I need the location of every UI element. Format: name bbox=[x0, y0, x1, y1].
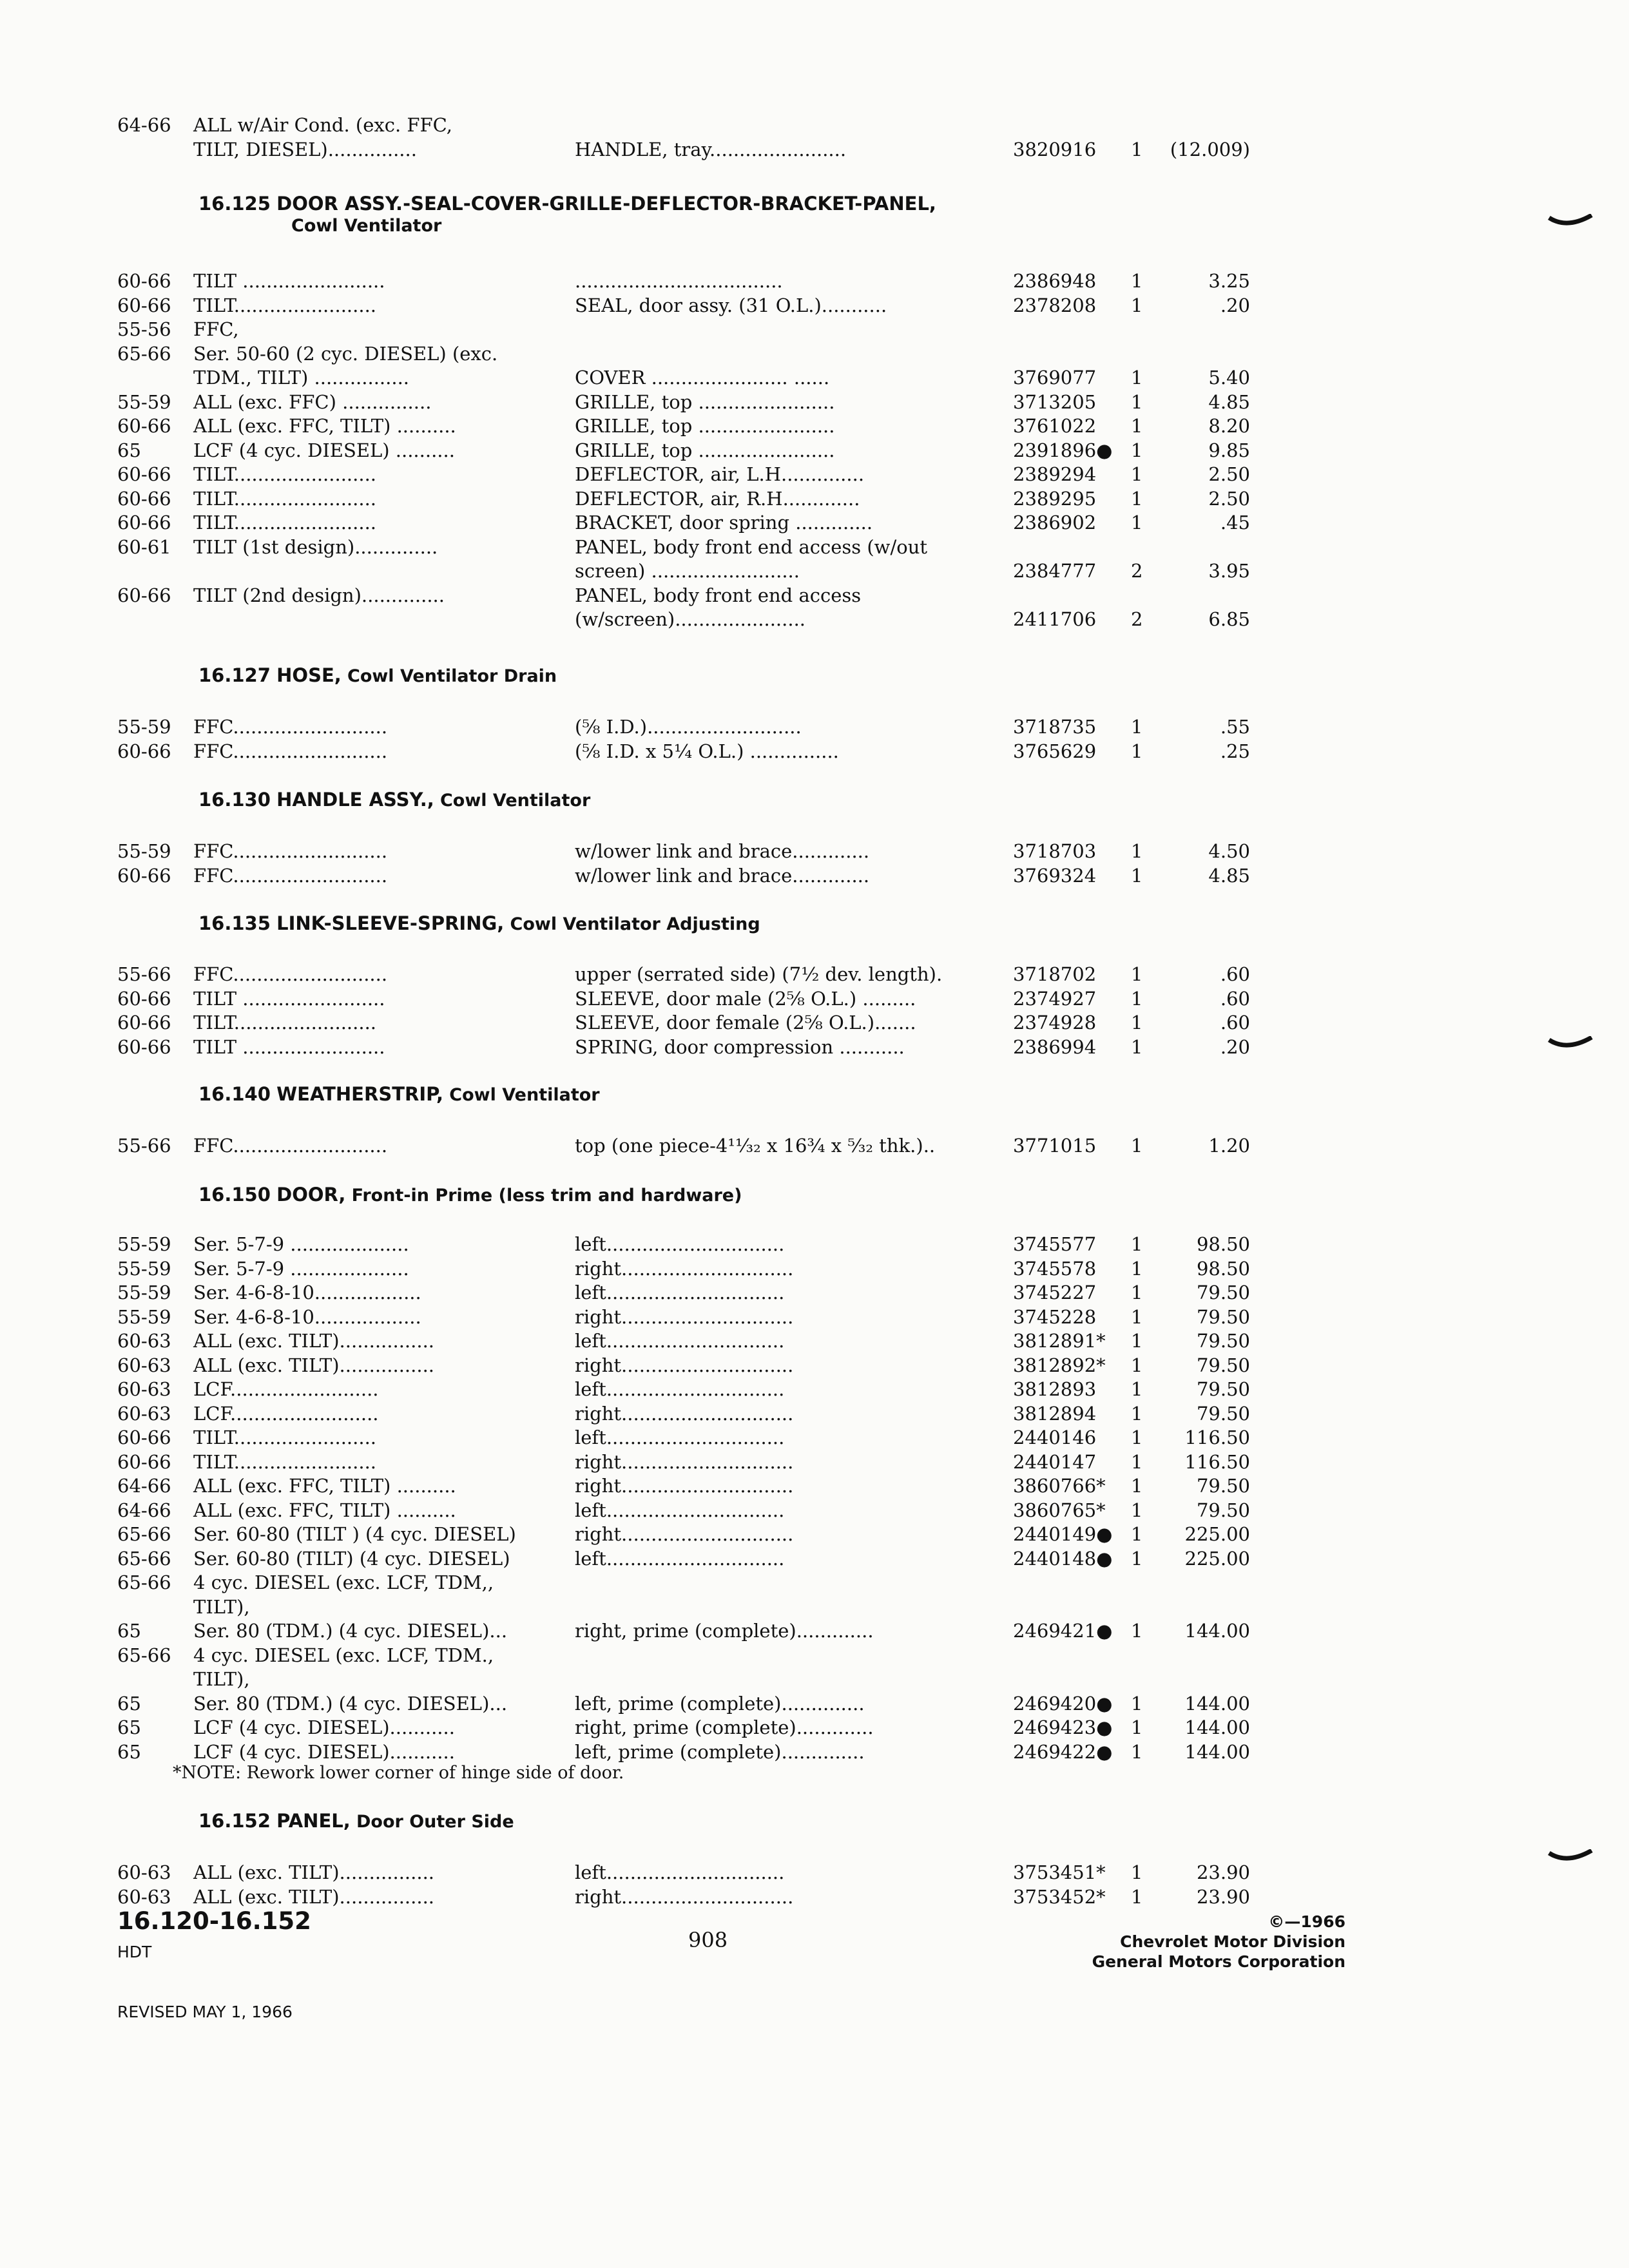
cell-desc: right............................. bbox=[575, 1257, 794, 1280]
cell-desc: HANDLE, tray....................... bbox=[575, 138, 847, 160]
section-title: WEATHERSTRIP, bbox=[276, 1083, 444, 1105]
cell-yr: 64-66 bbox=[117, 1475, 171, 1497]
cell-qty: 2 bbox=[1131, 608, 1143, 630]
cell-qty: 1 bbox=[1131, 1450, 1143, 1473]
cell-yr: 60-66 bbox=[117, 740, 171, 762]
cell-model: TILT ........................ bbox=[193, 987, 385, 1010]
cell-qty: 1 bbox=[1131, 1035, 1143, 1058]
cell-model: FFC.......................... bbox=[193, 740, 388, 762]
cell-yr: 55-56 bbox=[117, 318, 171, 340]
cell-model: LCF (4 cyc. DIESEL)........... bbox=[193, 1740, 455, 1763]
section-number: 16.135 bbox=[198, 912, 271, 934]
cell-desc: right............................. bbox=[575, 1402, 794, 1425]
cell-price: 225.00 bbox=[1184, 1523, 1250, 1545]
cell-price: 116.50 bbox=[1184, 1450, 1250, 1473]
cell-part: 2374927 bbox=[1013, 987, 1097, 1010]
cell-price: .60 bbox=[1220, 963, 1250, 985]
cell-yr: 65-66 bbox=[117, 1523, 171, 1545]
cell-part: 2469423● bbox=[1013, 1716, 1113, 1738]
cell-price: .60 bbox=[1220, 987, 1250, 1010]
footer-revised: REVISED MAY 1, 1966 bbox=[117, 2003, 293, 2021]
cell-yr: 60-63 bbox=[117, 1330, 171, 1352]
cell-qty: 1 bbox=[1131, 1378, 1143, 1400]
footer-code: HDT bbox=[117, 1943, 152, 1961]
cell-price: 79.50 bbox=[1196, 1499, 1250, 1521]
cell-desc: (⅝ I.D. x 5¼ O.L.) ............... bbox=[575, 740, 839, 762]
section-number: 16.127 bbox=[198, 664, 271, 686]
section-heading bbox=[198, 1809, 514, 1834]
cell-model: TILT........................ bbox=[193, 487, 377, 510]
cell-price: .45 bbox=[1220, 512, 1250, 533]
cell-desc: GRILLE, top ....................... bbox=[575, 415, 835, 437]
section-title: HOSE, bbox=[276, 664, 342, 686]
cell-desc: SEAL, door assy. (31 O.L.)........... bbox=[575, 294, 887, 316]
cell-price: 4.50 bbox=[1208, 840, 1250, 862]
cell-model: TILT........................ bbox=[193, 1427, 377, 1448]
cell-yr: 55-59 bbox=[117, 840, 171, 862]
cell-price: 79.50 bbox=[1196, 1354, 1250, 1376]
cell-price: 9.85 bbox=[1208, 439, 1250, 461]
cell-part: 3745227 bbox=[1013, 1282, 1097, 1303]
cell-desc: left.............................. bbox=[575, 1282, 785, 1303]
section-subtitle: Cowl Ventilator bbox=[291, 216, 442, 236]
cell-model: TILT........................ bbox=[193, 1450, 377, 1473]
cell-model: LCF......................... bbox=[193, 1402, 379, 1425]
binder-mark bbox=[1548, 1849, 1593, 1865]
cell-part: 2386948 bbox=[1013, 270, 1097, 292]
cell-qty: 1 bbox=[1131, 864, 1143, 887]
cell-yr: 60-63 bbox=[117, 1378, 171, 1400]
cell-price: .20 bbox=[1220, 294, 1250, 316]
cell-price: 98.50 bbox=[1196, 1233, 1250, 1255]
cell-part: 3753452* bbox=[1013, 1885, 1106, 1908]
cell-price: .60 bbox=[1220, 1012, 1250, 1033]
cell-yr: 60-63 bbox=[117, 1354, 171, 1376]
cell-desc: SLEEVE, door male (2⅝ O.L.) ......... bbox=[575, 987, 916, 1010]
cell-desc: w/lower link and brace............. bbox=[575, 840, 870, 862]
cell-yr: 60-66 bbox=[117, 463, 171, 485]
cell-desc: right............................. bbox=[575, 1305, 794, 1328]
cell-qty: 1 bbox=[1131, 1330, 1143, 1352]
cell-desc: left.............................. bbox=[575, 1378, 785, 1400]
cell-desc: right............................. bbox=[575, 1450, 794, 1473]
cell-price: 225.00 bbox=[1184, 1547, 1250, 1570]
cell-price: 3.95 bbox=[1208, 560, 1250, 582]
cell-qty: 1 bbox=[1131, 1620, 1143, 1642]
cell-model: Ser. 4-6-8-10.................. bbox=[193, 1305, 421, 1328]
section-subtitle: Cowl Ventilator bbox=[439, 791, 591, 811]
cell-part: 2440148● bbox=[1013, 1547, 1113, 1570]
cell-desc: GRILLE, top ....................... bbox=[575, 439, 835, 461]
cell-part: 3718735 bbox=[1013, 716, 1097, 738]
cell-model: Ser. 60-80 (TILT) (4 cyc. DIESEL) bbox=[193, 1547, 510, 1570]
section-number: 16.150 bbox=[198, 1184, 271, 1206]
cell-qty: 1 bbox=[1131, 367, 1143, 389]
cell-qty: 1 bbox=[1131, 1547, 1143, 1570]
section-subtitle: Cowl Ventilator bbox=[449, 1085, 600, 1105]
cell-yr: 60-61 bbox=[117, 535, 171, 558]
cell-desc: GRILLE, top ....................... bbox=[575, 390, 835, 413]
cell-desc: BRACKET, door spring ............. bbox=[575, 512, 873, 533]
cell-model: FFC.......................... bbox=[193, 716, 388, 738]
cell-yr: 55-59 bbox=[117, 1257, 171, 1280]
cell-price: 144.00 bbox=[1184, 1620, 1250, 1642]
cell-price: 144.00 bbox=[1184, 1716, 1250, 1738]
cell-price: 1.20 bbox=[1208, 1135, 1250, 1157]
cell-model: Ser. 4-6-8-10.................. bbox=[193, 1282, 421, 1303]
page-number: 908 bbox=[688, 1928, 728, 1952]
cell-part: 3745228 bbox=[1013, 1305, 1097, 1328]
cell-price: 116.50 bbox=[1184, 1427, 1250, 1448]
cell-part: 3812892* bbox=[1013, 1354, 1106, 1376]
cell-yr: 64-66 bbox=[117, 114, 171, 136]
cell-model: FFC.......................... bbox=[193, 864, 388, 887]
section-heading bbox=[198, 1183, 742, 1207]
cell-part: 3860766* bbox=[1013, 1475, 1106, 1497]
cell-part: 2378208 bbox=[1013, 294, 1097, 316]
cell-price: .20 bbox=[1220, 1035, 1250, 1058]
cell-yr: 60-66 bbox=[117, 512, 171, 533]
cell-part: 2469422● bbox=[1013, 1740, 1113, 1763]
cell-part: 2411706 bbox=[1013, 608, 1097, 630]
cell-price: .25 bbox=[1220, 740, 1250, 762]
section-title: DOOR, bbox=[276, 1184, 346, 1206]
cell-model: LCF......................... bbox=[193, 1378, 379, 1400]
cell-model: ALL (exc. TILT)................ bbox=[193, 1354, 435, 1376]
cell-desc: screen) ......................... bbox=[575, 560, 800, 582]
cell-price: 6.85 bbox=[1208, 608, 1250, 630]
cell-yr: 55-59 bbox=[117, 716, 171, 738]
cell-yr: 65 bbox=[117, 1620, 141, 1642]
section-heading bbox=[198, 664, 557, 688]
section-subtitle: Front-in Prime (less trim and hardware) bbox=[351, 1186, 742, 1206]
cell-model: LCF (4 cyc. DIESEL) .......... bbox=[193, 439, 455, 461]
cell-part: 3820916 bbox=[1013, 138, 1097, 160]
cell-qty: 1 bbox=[1131, 716, 1143, 738]
cell-model: FFC.......................... bbox=[193, 840, 388, 862]
cell-price: 2.50 bbox=[1208, 487, 1250, 510]
cell-yr: 55-66 bbox=[117, 1135, 171, 1157]
cell-yr: 65-66 bbox=[117, 1547, 171, 1570]
cell-desc: (w/screen)...................... bbox=[575, 608, 806, 630]
cell-desc: PANEL, body front end access (w/out bbox=[575, 535, 928, 558]
cell-desc: left.............................. bbox=[575, 1861, 785, 1883]
cell-price: 144.00 bbox=[1184, 1740, 1250, 1763]
cell-qty: 1 bbox=[1131, 1135, 1143, 1157]
cell-model: 4 cyc. DIESEL (exc. LCF, TDM., bbox=[193, 1644, 494, 1666]
cell-yr: 60-66 bbox=[117, 415, 171, 437]
cell-qty: 1 bbox=[1131, 1257, 1143, 1280]
cell-qty: 1 bbox=[1131, 512, 1143, 533]
cell-yr: 55-59 bbox=[117, 1233, 171, 1255]
cell-yr: 55-59 bbox=[117, 1305, 171, 1328]
cell-desc: left, prime (complete).............. bbox=[575, 1740, 865, 1763]
section-number: 16.125 bbox=[198, 193, 271, 215]
cell-qty: 1 bbox=[1131, 1282, 1143, 1303]
cell-model: ALL w/Air Cond. (exc. FFC, bbox=[193, 114, 453, 136]
cell-desc: left.............................. bbox=[575, 1330, 785, 1352]
cell-model: Ser. 50-60 (2 cyc. DIESEL) (exc. bbox=[193, 342, 498, 365]
cell-desc: right, prime (complete)............. bbox=[575, 1716, 874, 1738]
footer-corporation: General Motors Corporation bbox=[1092, 1952, 1345, 1971]
cell-yr: 65-66 bbox=[117, 342, 171, 365]
section-title: LINK-SLEEVE-SPRING, bbox=[276, 912, 505, 934]
cell-price: (12.009) bbox=[1170, 138, 1250, 160]
cell-qty: 1 bbox=[1131, 740, 1143, 762]
cell-desc: left.............................. bbox=[575, 1427, 785, 1448]
cell-model: Ser. 5-7-9 .................... bbox=[193, 1257, 409, 1280]
cell-yr: 60-66 bbox=[117, 1012, 171, 1033]
cell-model: ALL (exc. TILT)................ bbox=[193, 1330, 435, 1352]
cell-yr: 60-66 bbox=[117, 584, 171, 606]
section-heading bbox=[198, 788, 590, 812]
cell-model: Ser. 60-80 (TILT ) (4 cyc. DIESEL) bbox=[193, 1523, 516, 1545]
cell-qty: 1 bbox=[1131, 415, 1143, 437]
cell-yr: 55-59 bbox=[117, 390, 171, 413]
cell-yr: 55-59 bbox=[117, 1282, 171, 1303]
cell-model: TILT), bbox=[193, 1668, 250, 1690]
cell-yr: 60-66 bbox=[117, 1427, 171, 1448]
cell-part: 2384777 bbox=[1013, 560, 1097, 582]
cell-desc: w/lower link and brace............. bbox=[575, 864, 870, 887]
cell-part: 3713205 bbox=[1013, 390, 1097, 413]
cell-qty: 1 bbox=[1131, 1861, 1143, 1883]
cell-part: 2389294 bbox=[1013, 463, 1097, 485]
cell-yr: 60-66 bbox=[117, 987, 171, 1010]
cell-model: ALL (exc. FFC, TILT) .......... bbox=[193, 1499, 456, 1521]
cell-qty: 2 bbox=[1131, 560, 1143, 582]
cell-part: 2469420● bbox=[1013, 1692, 1113, 1715]
cell-price: 98.50 bbox=[1196, 1257, 1250, 1280]
cell-model: TILT (1st design).............. bbox=[193, 535, 438, 558]
cell-qty: 1 bbox=[1131, 487, 1143, 510]
cell-model: TILT ........................ bbox=[193, 270, 385, 292]
cell-model: TILT........................ bbox=[193, 1012, 377, 1033]
cell-desc: left.............................. bbox=[575, 1233, 785, 1255]
cell-part: 3753451* bbox=[1013, 1861, 1106, 1883]
cell-part: 2440149● bbox=[1013, 1523, 1113, 1545]
cell-part: 3745577 bbox=[1013, 1233, 1097, 1255]
cell-yr: 60-66 bbox=[117, 864, 171, 887]
cell-part: 2440147 bbox=[1013, 1450, 1097, 1473]
cell-qty: 1 bbox=[1131, 138, 1143, 160]
cell-desc: (⅝ I.D.).......................... bbox=[575, 716, 802, 738]
cell-model: ALL (exc. FFC, TILT) .......... bbox=[193, 1475, 456, 1497]
footer-section-range: 16.120-16.152 bbox=[117, 1907, 311, 1935]
section-title: HANDLE ASSY., bbox=[276, 789, 434, 811]
cell-model: FFC, bbox=[193, 318, 239, 340]
cell-desc: PANEL, body front end access bbox=[575, 584, 862, 606]
cell-part: 2389295 bbox=[1013, 487, 1097, 510]
section-title: PANEL, bbox=[276, 1810, 351, 1832]
section-title: DOOR ASSY.-SEAL-COVER-GRILLE-DEFLECTOR-BRACKET-PANEL, bbox=[276, 193, 936, 215]
cell-model: ALL (exc. TILT)................ bbox=[193, 1861, 435, 1883]
cell-yr: 65 bbox=[117, 1692, 141, 1715]
cell-part: 2440146 bbox=[1013, 1427, 1097, 1448]
cell-desc: right............................. bbox=[575, 1475, 794, 1497]
cell-qty: 1 bbox=[1131, 1305, 1143, 1328]
cell-part: 2386994 bbox=[1013, 1035, 1097, 1058]
cell-desc: right............................. bbox=[575, 1523, 794, 1545]
cell-model: ALL (exc. TILT)................ bbox=[193, 1885, 435, 1908]
section-heading bbox=[198, 192, 936, 215]
cell-part: 3812893 bbox=[1013, 1378, 1097, 1400]
cell-part: 3718702 bbox=[1013, 963, 1097, 985]
cell-model: Ser. 5-7-9 .................... bbox=[193, 1233, 409, 1255]
cell-qty: 1 bbox=[1131, 1233, 1143, 1255]
cell-price: 79.50 bbox=[1196, 1378, 1250, 1400]
cell-yr: 65 bbox=[117, 1740, 141, 1763]
cell-desc: ................................... bbox=[575, 270, 783, 292]
cell-yr: 60-66 bbox=[117, 1450, 171, 1473]
cell-qty: 1 bbox=[1131, 463, 1143, 485]
cell-desc: DEFLECTOR, air, R.H............. bbox=[575, 487, 860, 510]
cell-model: 4 cyc. DIESEL (exc. LCF, TDM,, bbox=[193, 1571, 494, 1593]
cell-qty: 1 bbox=[1131, 963, 1143, 985]
footer-division: Chevrolet Motor Division bbox=[1120, 1932, 1345, 1951]
cell-qty: 1 bbox=[1131, 1885, 1143, 1908]
section-number: 16.152 bbox=[198, 1810, 271, 1832]
cell-part: 3765629 bbox=[1013, 740, 1097, 762]
cell-model: FFC.......................... bbox=[193, 963, 388, 985]
cell-price: 3.25 bbox=[1208, 270, 1250, 292]
footer-copyright: ©—1966 bbox=[1268, 1912, 1345, 1931]
cell-desc: COVER ....................... ...... bbox=[575, 367, 830, 389]
section-heading bbox=[198, 1082, 600, 1107]
cell-desc: left.............................. bbox=[575, 1499, 785, 1521]
cell-model: Ser. 80 (TDM.) (4 cyc. DIESEL)... bbox=[193, 1620, 508, 1642]
cell-part: 3761022 bbox=[1013, 415, 1097, 437]
cell-price: 23.90 bbox=[1196, 1861, 1250, 1883]
cell-yr: 65 bbox=[117, 1716, 141, 1738]
cell-part: 3860765* bbox=[1013, 1499, 1106, 1521]
cell-yr: 65-66 bbox=[117, 1644, 171, 1666]
cell-model: LCF (4 cyc. DIESEL)........... bbox=[193, 1716, 455, 1738]
section-number: 16.130 bbox=[198, 789, 271, 811]
cell-model: TILT (2nd design).............. bbox=[193, 584, 445, 606]
cell-yr: 55-66 bbox=[117, 963, 171, 985]
cell-part: 3718703 bbox=[1013, 840, 1097, 862]
cell-qty: 1 bbox=[1131, 1402, 1143, 1425]
cell-qty: 1 bbox=[1131, 1475, 1143, 1497]
cell-qty: 1 bbox=[1131, 1012, 1143, 1033]
cell-part: 2386902 bbox=[1013, 512, 1097, 533]
cell-part: 3812894 bbox=[1013, 1402, 1097, 1425]
cell-qty: 1 bbox=[1131, 1354, 1143, 1376]
cell-model: TILT, DIESEL)............... bbox=[193, 138, 417, 160]
cell-part: 2391896● bbox=[1013, 439, 1113, 461]
cell-desc: upper (serrated side) (7½ dev. length). bbox=[575, 963, 943, 985]
cell-qty: 1 bbox=[1131, 1740, 1143, 1763]
cell-qty: 1 bbox=[1131, 390, 1143, 413]
section-subtitle: Door Outer Side bbox=[356, 1812, 514, 1832]
cell-desc: right............................. bbox=[575, 1885, 794, 1908]
cell-yr: 65 bbox=[117, 439, 141, 461]
cell-desc: SLEEVE, door female (2⅝ O.L.)....... bbox=[575, 1012, 916, 1033]
binder-mark bbox=[1548, 1036, 1593, 1052]
cell-qty: 1 bbox=[1131, 1499, 1143, 1521]
cell-price: 79.50 bbox=[1196, 1330, 1250, 1352]
cell-yr: 64-66 bbox=[117, 1499, 171, 1521]
cell-yr: 60-63 bbox=[117, 1861, 171, 1883]
cell-qty: 1 bbox=[1131, 270, 1143, 292]
cell-desc: DEFLECTOR, air, L.H.............. bbox=[575, 463, 865, 485]
cell-model: ALL (exc. FFC) ............... bbox=[193, 390, 432, 413]
cell-model: TILT........................ bbox=[193, 512, 377, 533]
cell-yr: 60-66 bbox=[117, 1035, 171, 1058]
cell-yr: 60-63 bbox=[117, 1885, 171, 1908]
cell-qty: 1 bbox=[1131, 439, 1143, 461]
cell-price: 4.85 bbox=[1208, 390, 1250, 413]
cell-price: 5.40 bbox=[1208, 367, 1250, 389]
cell-part: 2469421● bbox=[1013, 1620, 1113, 1642]
cell-model: TDM., TILT) ................ bbox=[193, 367, 410, 389]
binder-mark bbox=[1548, 214, 1593, 229]
cell-part: 2374928 bbox=[1013, 1012, 1097, 1033]
cell-price: 4.85 bbox=[1208, 864, 1250, 887]
cell-desc: right............................. bbox=[575, 1354, 794, 1376]
cell-price: 79.50 bbox=[1196, 1475, 1250, 1497]
cell-yr: 60-63 bbox=[117, 1402, 171, 1425]
cell-qty: 1 bbox=[1131, 294, 1143, 316]
cell-price: 23.90 bbox=[1196, 1885, 1250, 1908]
cell-model: TILT), bbox=[193, 1595, 250, 1618]
cell-qty: 1 bbox=[1131, 1523, 1143, 1545]
cell-part: 3771015 bbox=[1013, 1135, 1097, 1157]
cell-yr: 60-66 bbox=[117, 270, 171, 292]
cell-price: 8.20 bbox=[1208, 415, 1250, 437]
cell-part: 3769077 bbox=[1013, 367, 1097, 389]
cell-model: TILT........................ bbox=[193, 294, 377, 316]
cell-qty: 1 bbox=[1131, 1692, 1143, 1715]
cell-price: 2.50 bbox=[1208, 463, 1250, 485]
cell-model: ALL (exc. FFC, TILT) .......... bbox=[193, 415, 456, 437]
cell-model: TILT........................ bbox=[193, 463, 377, 485]
cell-price: 79.50 bbox=[1196, 1402, 1250, 1425]
cell-model: FFC.......................... bbox=[193, 1135, 388, 1157]
cell-model: TILT ........................ bbox=[193, 1035, 385, 1058]
section-subtitle: Cowl Ventilator Adjusting bbox=[510, 914, 760, 934]
cell-part: 3745578 bbox=[1013, 1257, 1097, 1280]
cell-price: 79.50 bbox=[1196, 1282, 1250, 1303]
cell-qty: 1 bbox=[1131, 1427, 1143, 1448]
cell-desc: left.............................. bbox=[575, 1547, 785, 1570]
cell-desc: top (one piece-4¹¹⁄₃₂ x 16¾ x ⁵⁄₃₂ thk.).. bbox=[575, 1135, 936, 1157]
cell-price: 79.50 bbox=[1196, 1305, 1250, 1328]
cell-qty: 1 bbox=[1131, 840, 1143, 862]
cell-qty: 1 bbox=[1131, 987, 1143, 1010]
section-number: 16.140 bbox=[198, 1083, 271, 1105]
cell-yr: 60-66 bbox=[117, 487, 171, 510]
cell-desc: SPRING, door compression ........... bbox=[575, 1035, 905, 1058]
cell-qty: 1 bbox=[1131, 1716, 1143, 1738]
cell-price: 144.00 bbox=[1184, 1692, 1250, 1715]
section-heading bbox=[198, 912, 760, 936]
section-subtitle: Cowl Ventilator Drain bbox=[347, 666, 557, 686]
cell-yr: 60-66 bbox=[117, 294, 171, 316]
cell-desc: left, prime (complete).............. bbox=[575, 1692, 865, 1715]
cell-desc: right, prime (complete)............. bbox=[575, 1620, 874, 1642]
cell-part: 3769324 bbox=[1013, 864, 1097, 887]
cell-yr: 65-66 bbox=[117, 1571, 171, 1593]
cell-price: .55 bbox=[1220, 716, 1250, 738]
footnote: *NOTE: Rework lower corner of hinge side of door. bbox=[173, 1763, 624, 1783]
cell-part: 3812891* bbox=[1013, 1330, 1106, 1352]
cell-model: Ser. 80 (TDM.) (4 cyc. DIESEL)... bbox=[193, 1692, 508, 1715]
